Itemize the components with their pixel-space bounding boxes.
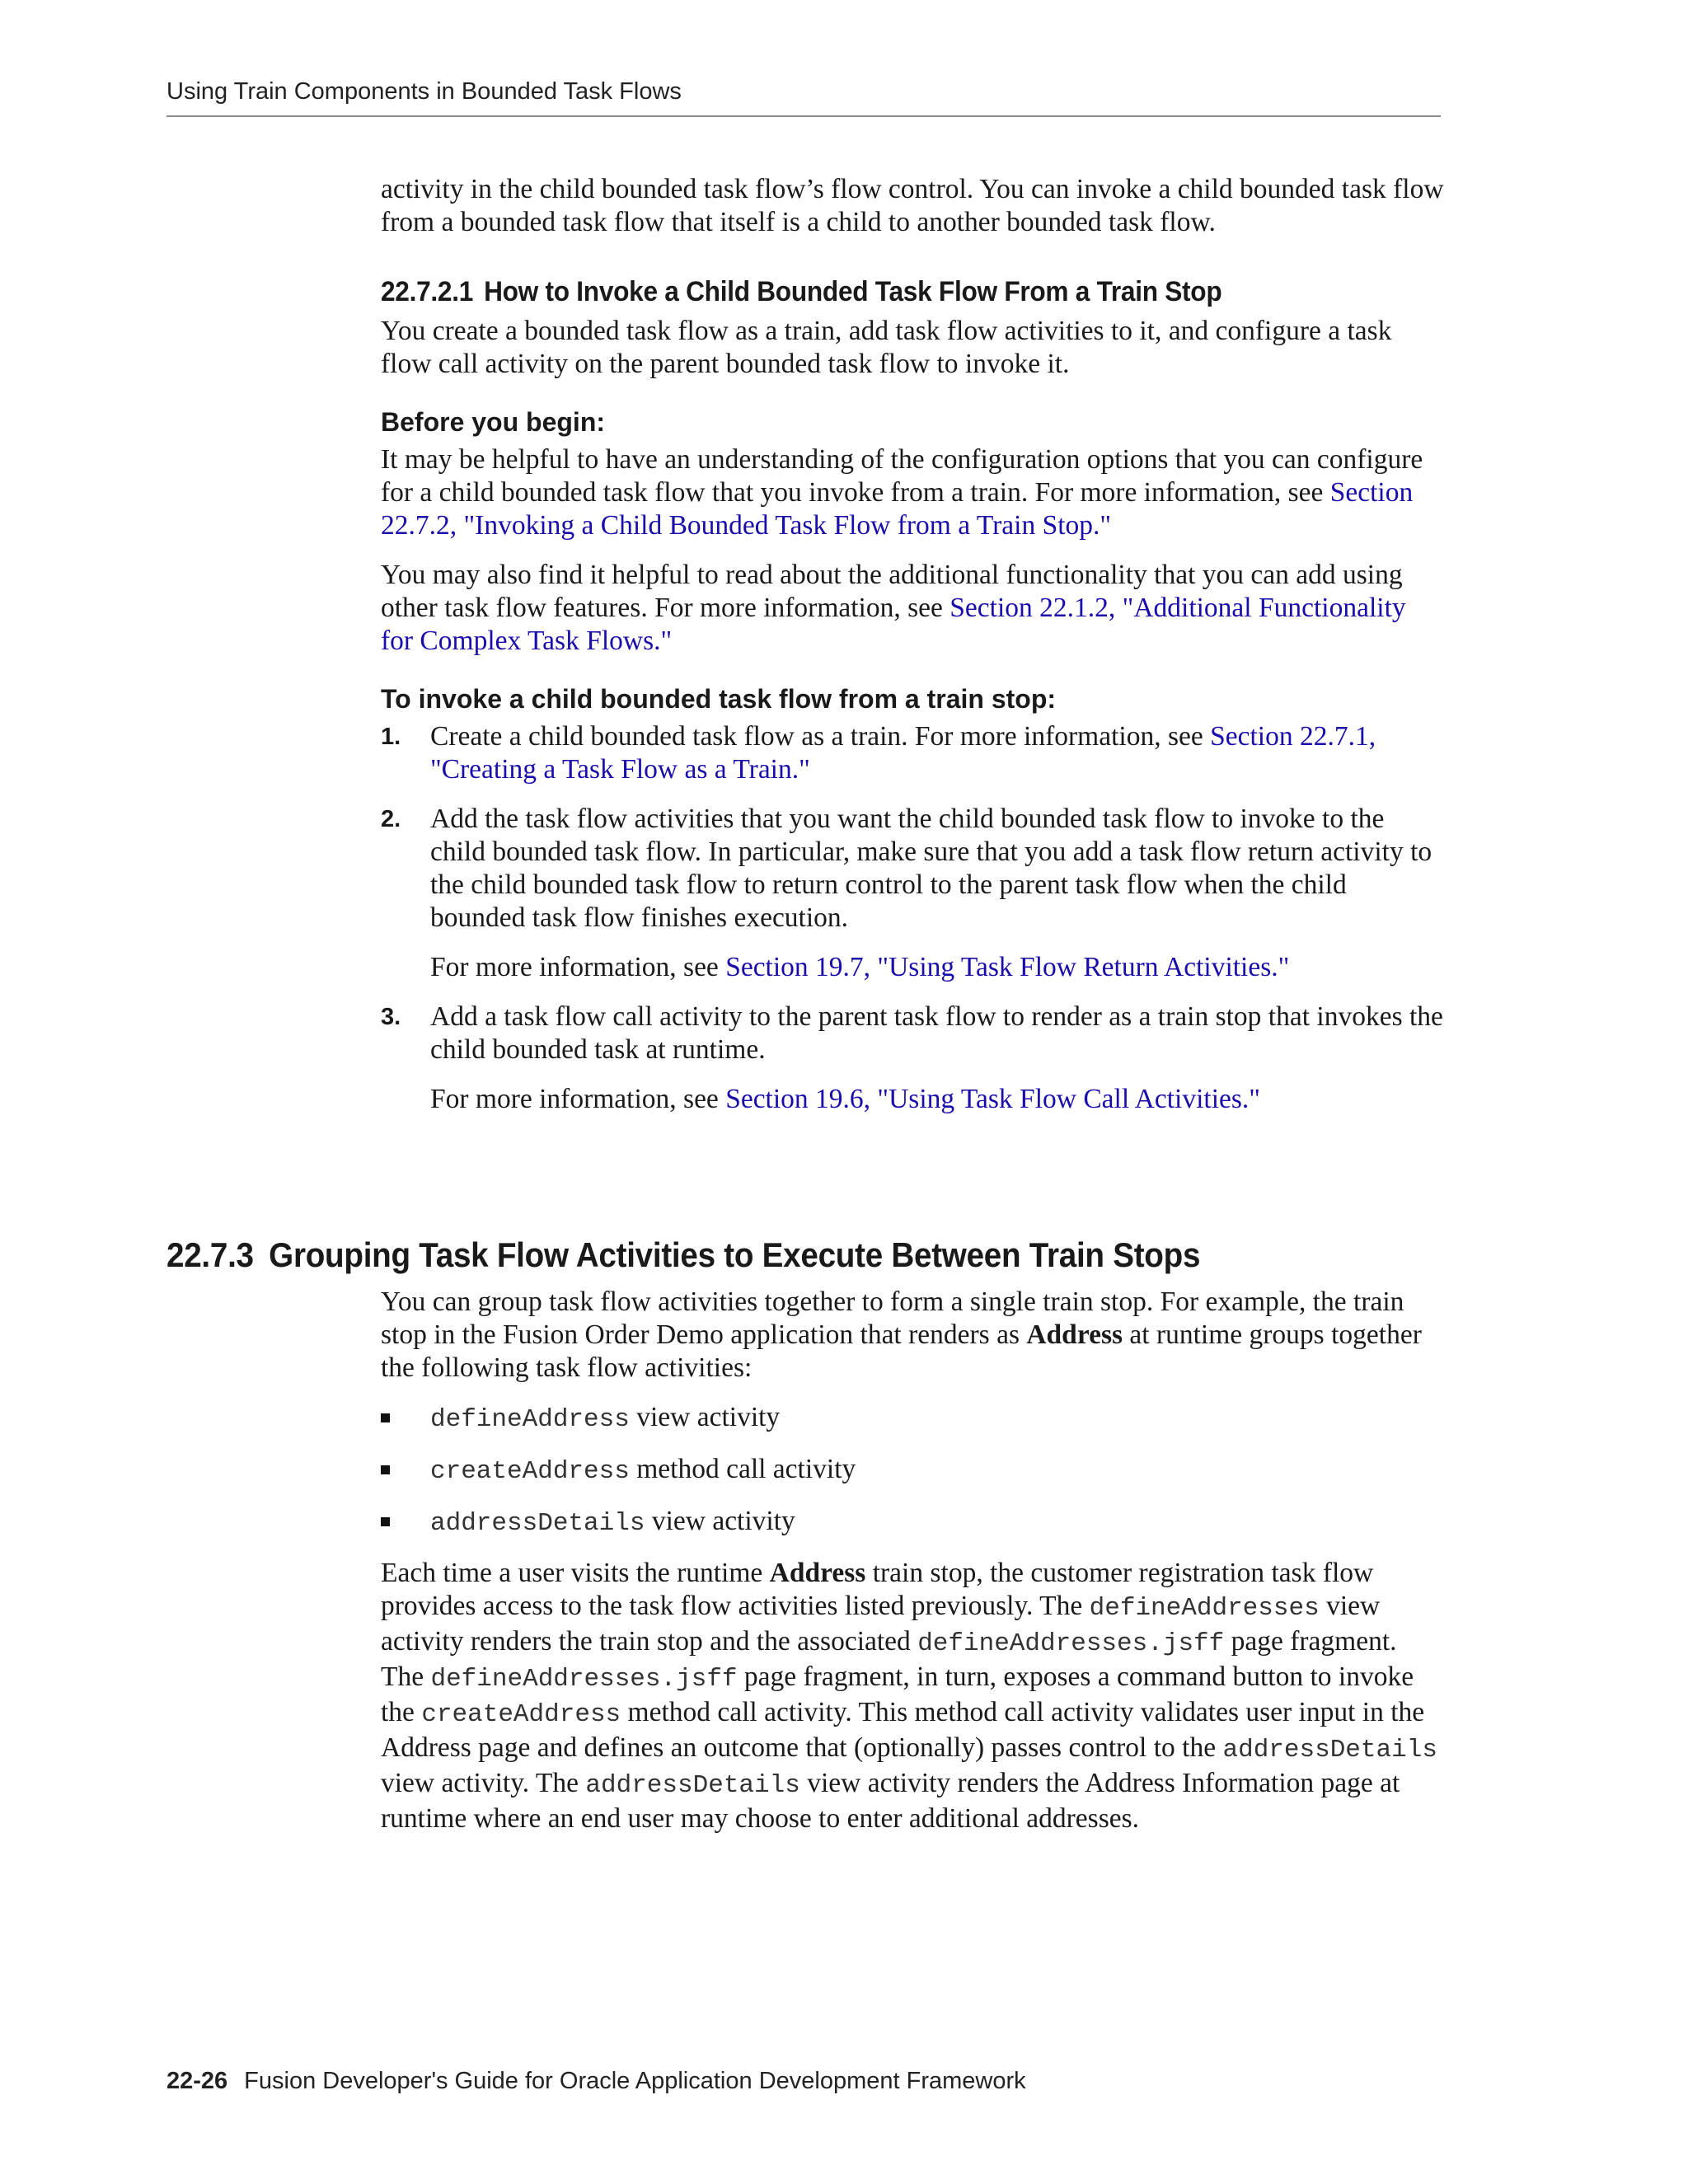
paragraph-text: view activity renders the Address Information page at runtime where an end user may choose to enter additional addresses. xyxy=(381,1768,1400,1834)
section-paragraph: You create a bounded task flow as a train, add task flow activities to it, and configure a task flow call activity on the parent bounded task flow to invoke it. xyxy=(381,316,1392,379)
running-header: Using Train Components in Bounded Task Flows xyxy=(166,78,682,105)
section-heading-22-7-2-1 xyxy=(381,274,1370,310)
list-item-text: view activity xyxy=(629,1402,781,1432)
section-paragraph xyxy=(381,1286,1444,1385)
paragraph-text: page fragment, in turn, exposes a command button to invoke the xyxy=(381,1661,1414,1727)
procedure-steps xyxy=(381,720,1444,1116)
code-term: addressDetails xyxy=(430,1509,645,1538)
intro-paragraph: activity in the child bounded task flow’s flow control. You can invoke a child bounded task flow from a bounded task flow that itself is a child to another bounded task flow. xyxy=(381,174,1444,237)
code-term: defineAddresses xyxy=(1089,1594,1320,1623)
section-heading-22-7-3 xyxy=(166,1233,1349,1277)
paragraph-text: at runtime groups together the following task flow activities: xyxy=(381,1319,1422,1383)
step-more-text: For more information, see xyxy=(430,1084,726,1114)
code-term: createAddress xyxy=(430,1457,630,1486)
section-title: Grouping Task Flow Activities to Execute Between Train Stops xyxy=(269,1235,1201,1274)
paragraph-text: train stop, the customer registration task flow provides access to the task flow activities listed previously. The xyxy=(381,1558,1374,1621)
bold-term: Address xyxy=(1026,1319,1123,1350)
section-title: How to Invoke a Child Bounded Task Flow From a Train Stop xyxy=(484,276,1222,307)
section-number: 22.7.2.1 xyxy=(381,276,474,307)
page-footer xyxy=(166,2065,1441,2097)
procedure-step xyxy=(381,1001,1444,1116)
procedure-heading: To invoke a child bounded task flow from a train stop: xyxy=(381,684,1057,714)
code-term: addressDetails xyxy=(1222,1736,1437,1765)
paragraph-text: You may also find it helpful to read about the additional functionality that you can add using other task flow features. For more information, see xyxy=(381,560,1403,623)
list-item xyxy=(381,1453,1444,1488)
step-text: Add a task flow call activity to the parent task flow to render as a train stop that invokes the child bounded task at runtime. xyxy=(430,1001,1443,1065)
paragraph-text: page fragment. The xyxy=(381,1626,1397,1692)
cross-reference-link[interactable]: Section 22.7.1, "Creating a Task Flow as a Train." xyxy=(430,721,1376,785)
paragraph-text: You can group task flow activities together to form a single train stop. For example, the train stop in the Fusion Order Demo application that renders as xyxy=(381,1286,1404,1350)
cross-reference-link[interactable]: Section 22.7.2, "Invoking a Child Bounded Task Flow from a Train Stop." xyxy=(381,477,1414,541)
page-number: 22-26 xyxy=(166,2068,228,2094)
list-item xyxy=(381,1401,1444,1436)
section-number: 22.7.3 xyxy=(166,1235,254,1274)
code-term: defineAddresses.jsff xyxy=(430,1665,738,1694)
step-number: 2. xyxy=(381,806,401,832)
step-more-info xyxy=(430,1083,1444,1116)
paragraph-text: method call activity. This method call activity validates user input in the Address page and defines an outcome that (optionally) passes control to the xyxy=(381,1697,1425,1763)
procedure-step xyxy=(381,720,1444,786)
step-text: Create a child bounded task flow as a train. For more information, see xyxy=(430,721,1211,752)
paragraph-text: view activity. The xyxy=(381,1768,586,1798)
cross-reference-link[interactable]: Section 19.7, "Using Task Flow Return Activities." xyxy=(725,952,1290,982)
list-item xyxy=(381,1505,1444,1540)
paragraph-text: Each time a user visits the runtime xyxy=(381,1558,770,1588)
procedure-step xyxy=(381,803,1444,984)
list-item-text: view activity xyxy=(645,1506,795,1536)
code-term: defineAddress xyxy=(430,1405,630,1434)
before-you-begin-heading: Before you begin: xyxy=(381,407,606,437)
list-item-text: method call activity xyxy=(629,1454,856,1484)
cross-reference-link[interactable]: Section 22.1.2, "Additional Functionality for Complex Task Flows." xyxy=(381,593,1406,656)
code-term: createAddress xyxy=(421,1700,621,1729)
before-paragraph-1 xyxy=(381,443,1444,542)
body-column-2 xyxy=(381,1286,1444,1852)
bold-term: Address xyxy=(769,1558,866,1588)
paragraph-text: It may be helpful to have an understanding of the configuration options that you can configure for a child bounded task flow that you invoke from a train. For more information, see xyxy=(381,444,1423,508)
activity-list xyxy=(381,1401,1444,1540)
code-term: addressDetails xyxy=(585,1771,800,1800)
step-number: 1. xyxy=(381,724,401,750)
step-more-text: For more information, see xyxy=(430,952,726,982)
step-text: Add the task flow activities that you want the child bounded task flow to invoke to the child bounded task flow. In particular, make sure that you add a task flow return activity to the child bounded task flow to return control to the parent task flow when the child bounded task flow finishes execution. xyxy=(430,804,1432,933)
section-paragraph-2 xyxy=(381,1557,1444,1835)
step-number: 3. xyxy=(381,1004,401,1030)
before-paragraph-2 xyxy=(381,559,1444,658)
code-term: defineAddresses.jsff xyxy=(917,1629,1225,1658)
cross-reference-link[interactable]: Section 19.6, "Using Task Flow Call Activities." xyxy=(725,1084,1260,1114)
book-title: Fusion Developer's Guide for Oracle Application Development Framework xyxy=(244,2068,1026,2094)
header-rule xyxy=(166,115,1441,117)
paragraph-text: view activity renders the train stop and the associated xyxy=(381,1591,1381,1657)
body-column xyxy=(381,173,1444,1132)
step-more-info xyxy=(430,951,1444,984)
